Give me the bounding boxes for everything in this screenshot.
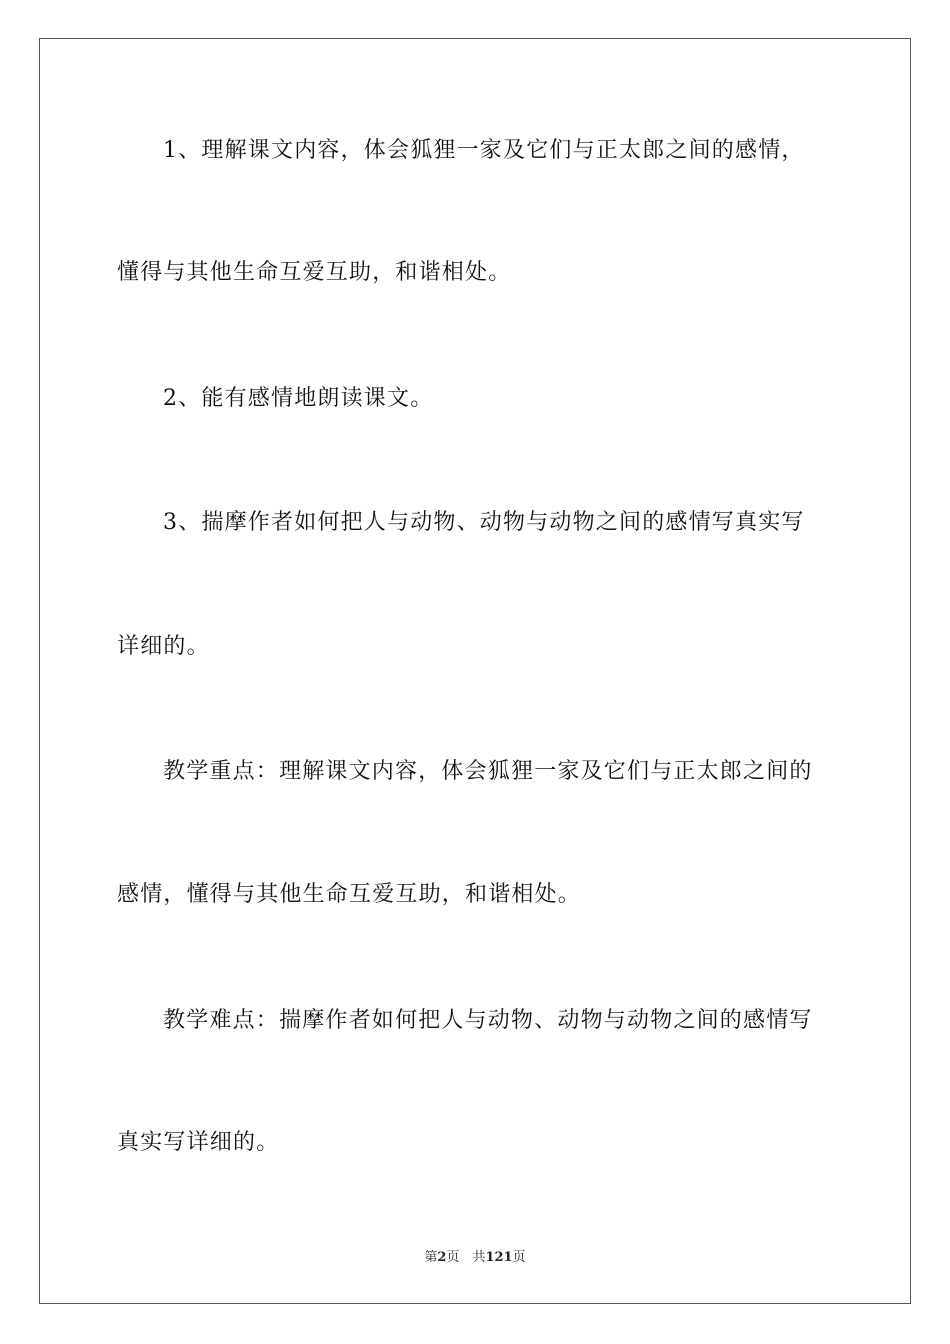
footer-page-number: 2 [437,1250,447,1265]
paragraph-3-line-2: 详细的。 [117,634,210,659]
paragraph-1-line-1: 1、理解课文内容，体会狐狸一家及它们与正太郎之间的感情， [163,138,805,163]
footer-middle: 页 共 [446,1250,486,1265]
footer-total-pages: 121 [485,1250,513,1265]
paragraph-5-line-2: 真实写详细的。 [117,1130,280,1155]
footer-prefix: 第 [424,1250,438,1265]
paragraph-5-line-1: 教学难点：揣摩作者如何把人与动物、动物与动物之间的感情写 [163,1008,813,1033]
page-footer [0,1246,950,1265]
footer-suffix: 页 [512,1250,526,1265]
paragraph-4-line-2: 感情，懂得与其他生命互爱互助，和谐相处。 [117,882,582,907]
paragraph-4-line-1: 教学重点：理解课文内容，体会狐狸一家及它们与正太郎之间的 [163,759,813,784]
paragraph-2-line-1: 2、能有感情地朗读课文。 [163,386,434,411]
page-border [39,38,911,1304]
paragraph-1-line-2: 懂得与其他生命互爱互助，和谐相处。 [117,260,512,285]
paragraph-3-line-1: 3、揣摩作者如何把人与动物、动物与动物之间的感情写真实写 [163,510,805,535]
